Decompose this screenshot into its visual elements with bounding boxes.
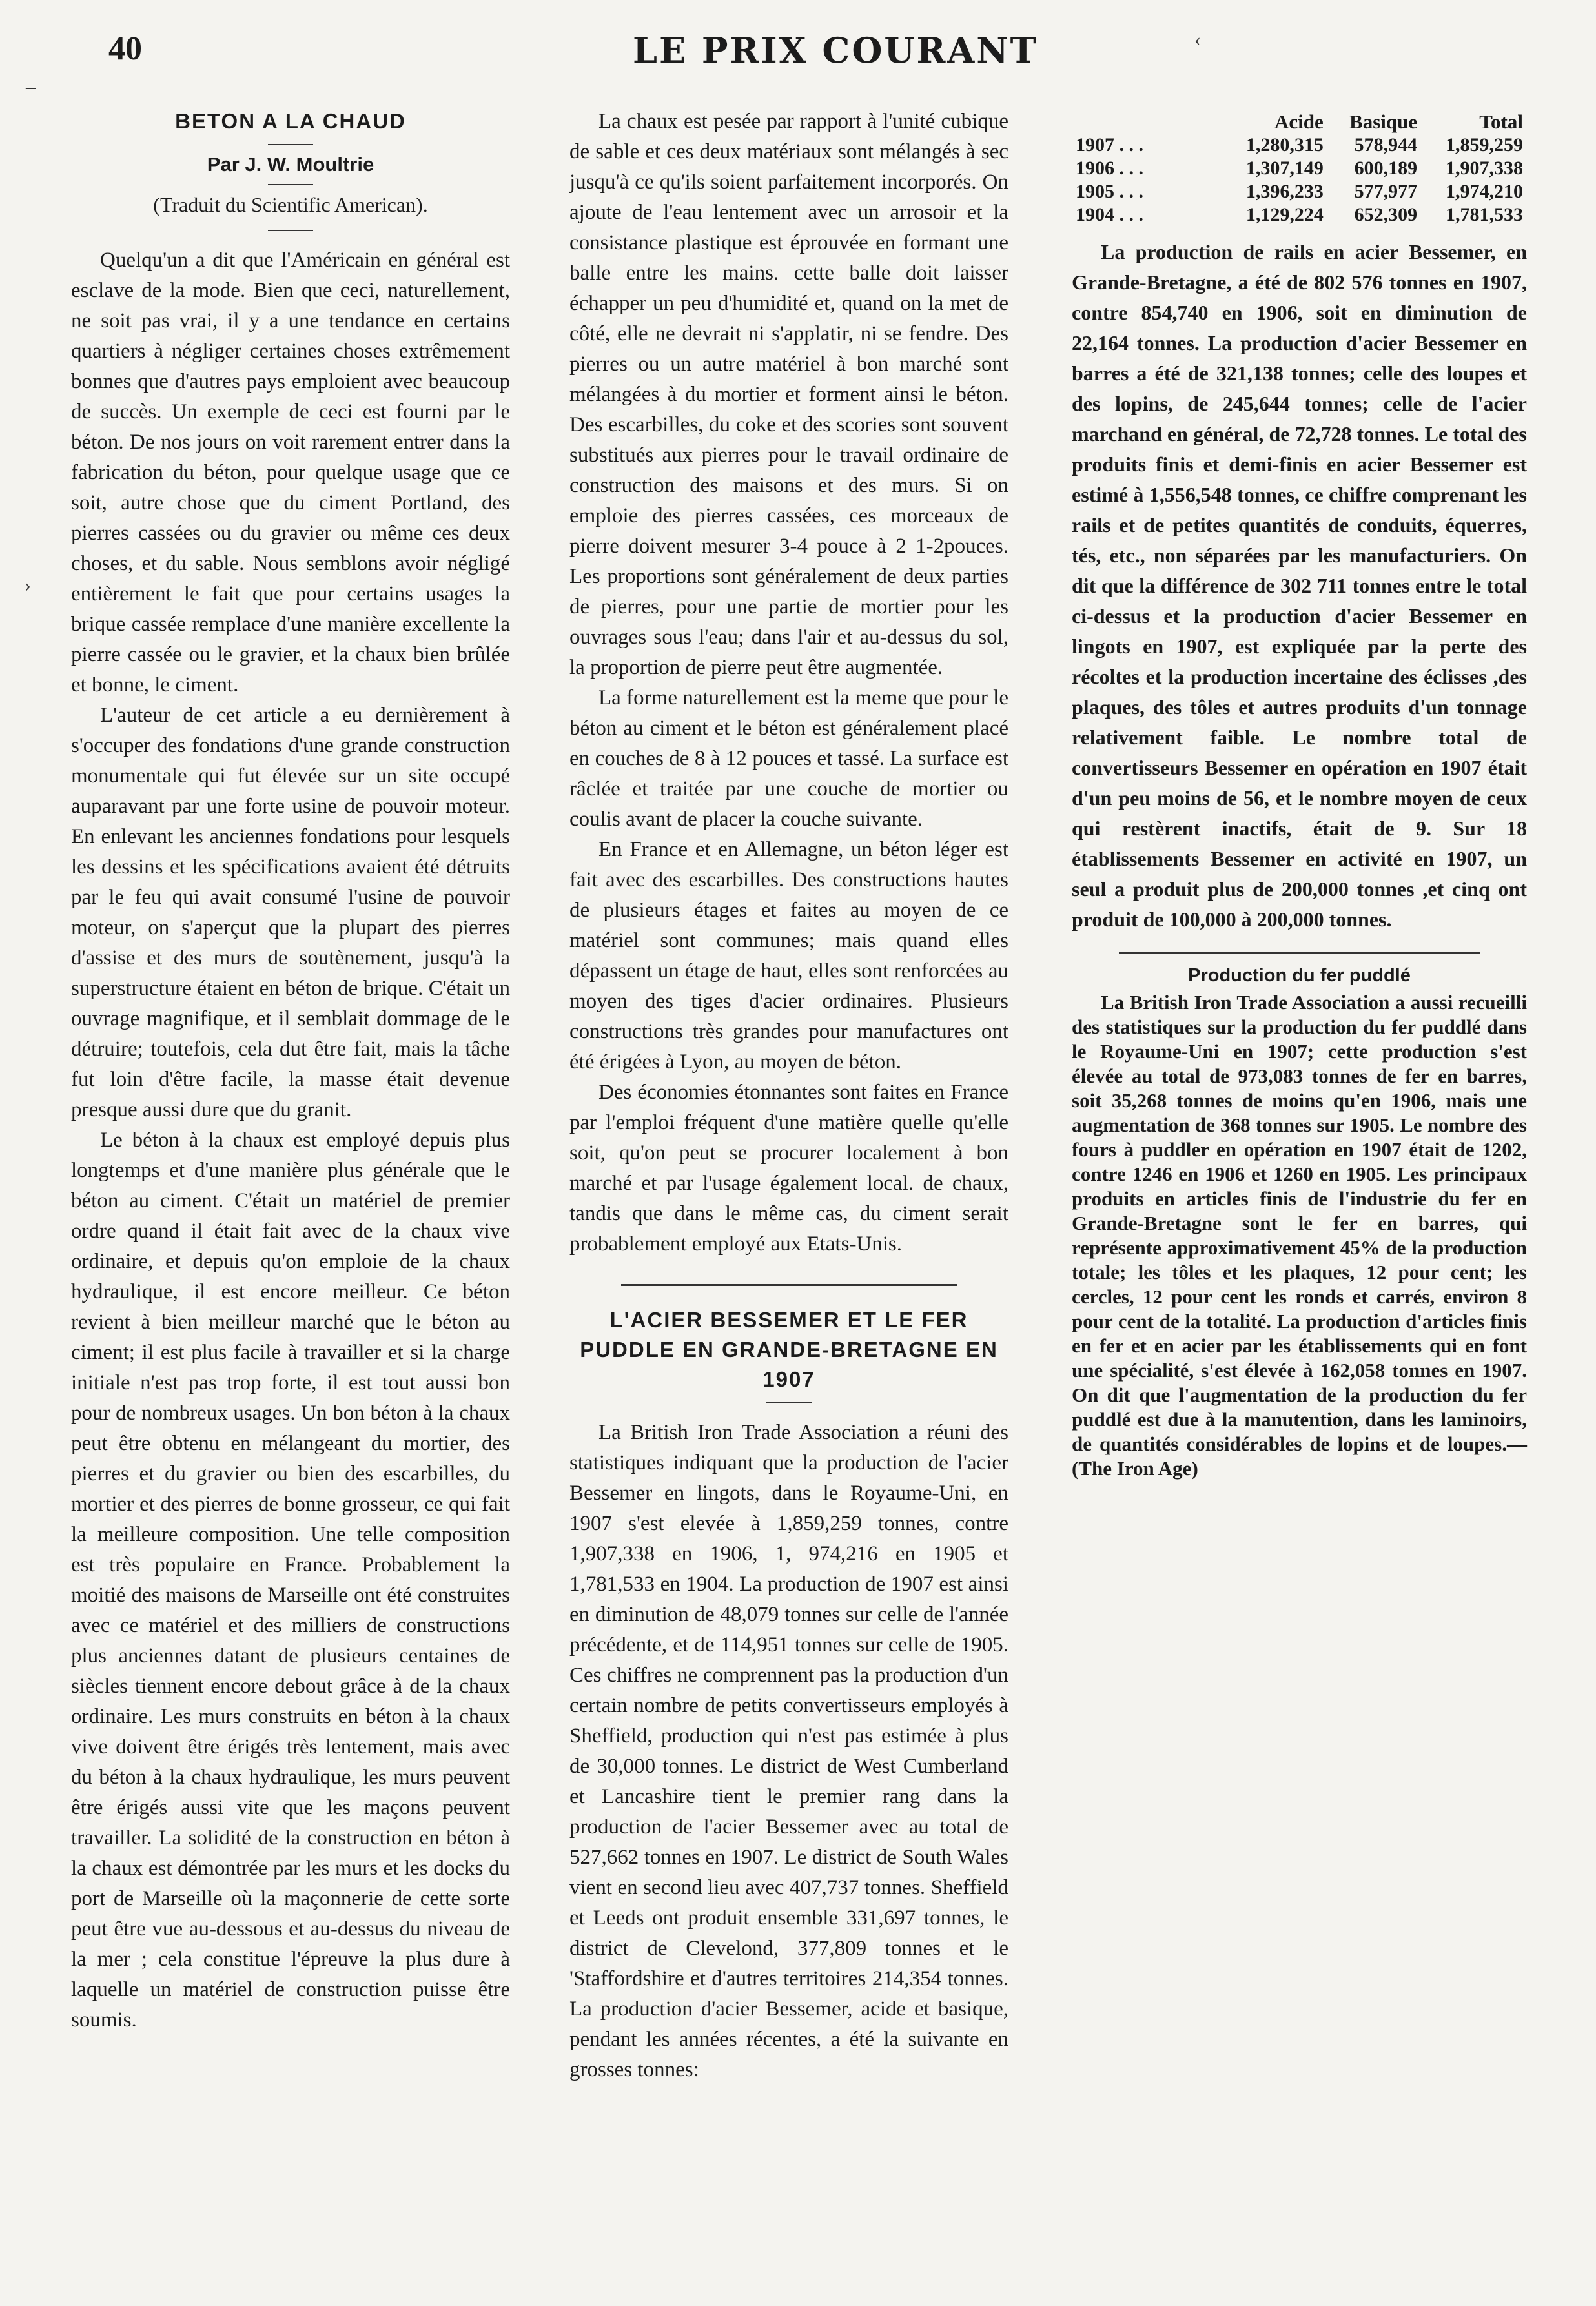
table-cell-acide: 1,396,233 — [1245, 181, 1324, 202]
table-header-row — [1072, 110, 1527, 134]
table-cell-year: 1904 . . . — [1076, 204, 1143, 225]
source-note: (Traduit du Scientific American). — [153, 193, 428, 216]
divider — [268, 184, 313, 185]
paragraph: La chaux est pesée par rapport à l'unité cubique de sable et ces deux matériaux sont mélangés à sec jusqu'à ce qu'ils soient parfaitement incorporés. On ajoute de l'eau lentement avec un arrosoir et la consistance plastique est éprouvée en formant une balle entre les mains. cette balle doit laisser échapper un peu d'humidité et, quand on la met de côté, elle ne devrait ni s'applatir, ni se fendre. Des pierres ou un autre matériel à bon marché sont mélangées à du mortier et forment ainsi le béton. Des escarbilles, du coke et des scories sont souvent substitués aux pierres pour le travail ordinaire de construction des maisons et des murs. Si on emploie des pierres cassées, ces morceaux de pierre doivent mesurer 3-4 pouce à 2 1-2pouces. Les proportions sont généralement de deux parties de pierres, pour une partie de mortier pour les ouvrages sous l'eau; dans l'air et au-dessus du sol, la proportion de pierre peut être augmentée. — [569, 110, 1008, 679]
table-header: Acide — [1274, 110, 1324, 133]
subsection-title: Production du fer puddlé — [1188, 965, 1411, 986]
paragraph: La forme naturellement est la meme que pour le béton au ciment et le béton est généralement placé en couches de 8 à 12 pouces et tassé. La surface est râclée et traitée par une couche de mortier ou coulis avant de placer la couche suivante. — [569, 686, 1008, 831]
table-cell-total: 1,781,533 — [1446, 204, 1523, 225]
table-cell-total: 1,974,210 — [1446, 181, 1523, 202]
page-number: 40 — [108, 30, 142, 67]
table-cell-year: 1906 . . . — [1076, 158, 1143, 179]
byline: Par J. W. Moultrie — [207, 153, 374, 176]
table-cell-total: 1,907,338 — [1446, 158, 1523, 179]
article-title: L'ACIER BESSEMER ET LE FER PUDDLE EN GRANDE-BRETAGNE EN 1907 — [580, 1308, 998, 1391]
paragraph: L'auteur de cet article a eu dernièrement à s'occuper des fondations d'une grande construction monumentale qui fut élevée sur un site occupé auparavant par une forte usine de pouvoir moteur. En enlevant les anciennes fondations pour lesquels les dessins et les spécifications avaient été détruits par le feu qui avait consumé l'usine de pouvoir moteur, on s'aperçut que la plupart des pierres d'assise et des murs de soutènement, jusqu'à la superstructure étaient en béton de brique. C'était un ouvrage magnifique, et il semblait dommage de le détruire; toutefois, cela dut être fait, mais la tâche fut loin d'être facile, la masse était devenue presque aussi dure que du granit. — [71, 704, 510, 1121]
table-cell-basique: 578,944 — [1354, 134, 1418, 156]
margin-mark: – — [26, 76, 36, 97]
table-cell-year: 1907 . . . — [1076, 134, 1143, 156]
journal-title: LE PRIX COURANT — [633, 30, 1038, 71]
table-cell-acide: 1,280,315 — [1245, 134, 1324, 156]
table-row — [1072, 157, 1527, 180]
table-cell-basique: 600,189 — [1354, 158, 1418, 179]
table-header — [1072, 110, 1222, 134]
table-row — [1072, 180, 1527, 203]
paragraph: Le béton à la chaux est employé depuis plus longtemps et d'une manière plus générale que le béton au ciment. C'était un matériel de premier ordre quand il était fait avec de la chaux vive ordinaire, et depuis qu'on emploie de la chaux hydraulique, il est encore meilleur. Ce béton revient à bien meilleur marché que le béton au ciment; il est plus facile à travailler et si la charge initiale n'est pas trop forte, il est tout aussi bon pour de nombreux usages. Un bon béton à la chaux peut être obtenu en mélangeant du mortier, des pierres et du gravier ou bien des escarbilles, du mortier et des pierres de bonne grosseur, ce qui fait la meilleure composition. Une telle composition est très populaire en France. Probablement la moitié des maisons de Marseille ont été construites avec ce matériel et des milliers de constructions plus anciennes datant de plusieurs centaines de siècles tiennent encore debout grâce à de la chaux ordinaire. Les murs construits en béton à la chaux vive doivent être érigés très lentement, mais avec du béton à la chaux hydraulique, les murs peuvent être érigés aussi vite que les maçons peuvent travailler. La solidité de la construction en béton à la chaux est démontrée par les murs et les docks du port de Marseille où la maçonnerie de cette sorte peut être vue au-dessous et au-dessus du niveau de la mer ; cela constitue l'épreuve la plus dure à laquelle un matériel de construction puisse être soumis. — [71, 1128, 510, 2032]
paragraph: La production de rails en acier Bessemer, en Grande-Bretagne, a été de 802 576 tonnes en 1907, contre 854,740 en 1906, soit en diminution de 22,164 tonnes. La production d'acier Bessemer en barres a été de 321,138 tonnes; celle des loupes et des lopins, de 245,644 tonnes; celle de l'acier marchand en général, de 72,728 tonnes. Le total des produits finis et demi-finis en acier Bessemer est estimé à 1,556,548 tonnes, ce chiffre comprenant les rails et de petites quantités de conduits, équerres, tés, etc., non séparées par les manufacturiers. On dit que la différence de 302 711 tonnes entre le total ci-dessus et la production d'acier Bessemer en lingots en 1907, est expliquée par la perte des récoltes et la production incertaine des éclisses ,des plaques, des tôles et autres produits d'un tonnage relativement faible. Le nombre total de convertisseurs Bessemer en opération en 1907 était d'un peu moins de 56, et le nombre moyen de ceux qui restèrent inactifs, était de 9. Sur 18 établissements Bessemer en activité en 1907, un seul a produit plus de 200,000 tonnes ,et cinq ont produit de 100,000 à 200,000 tonnes. — [1072, 240, 1527, 931]
production-table — [1072, 110, 1527, 227]
paragraph: Quelqu'un a dit que l'Américain en général est esclave de la mode. Bien que ceci, naturellement, ne soit pas vrai, il y a une tendance en certains quartiers à négliger certaines choses extrêmement bonnes que d'autres pays emploient avec beaucoup de succès. Un exemple de ceci est fourni par le béton. De nos jours on voit rarement entrer dans la fabrication du béton, pour quelque usage que ce soit, autre chose que du ciment Portland, des pierres cassées ou du gravier ou même ces deux choses, et du sable. Nous semblons avoir négligé entièrement le fait que pour certains usages la brique cassée remplace d'une manière excellente la pierre cassée ou le gravier, et la chaux bien brûlée et bonne, le ciment. — [71, 249, 510, 697]
column-3 — [1072, 107, 1527, 1481]
column-1 — [71, 107, 510, 2036]
table-cell-acide: 1,307,149 — [1245, 158, 1324, 179]
column-2 — [569, 107, 1008, 2085]
divider — [621, 1284, 957, 1286]
table-header: Total — [1479, 110, 1523, 133]
margin-mark: › — [25, 575, 31, 596]
paragraph: Des économies étonnantes sont faites en France par l'emploi fréquent d'une matière quelle qu'elle soit, qu'on peut se procurer localement à bon marché et par l'usage également local. de chaux, tandis que dans le même cas, du ciment serait probablement employé aux Etats-Unis. — [569, 1081, 1008, 1256]
divider — [766, 1402, 812, 1403]
paragraph: La British Iron Trade Association a réuni des statistiques indiquant que la production de l'acier Bessemer en lingots, dans le Royaume-Uni, en 1907 s'est elevée à 1,859,259 tonnes, contre 1,907,338 en 1906, 1, 974,216 en 1905 et 1,781,533 en 1904. La production de 1907 est ainsi en diminution de 48,079 tonnes sur celle de l'année précédente, et de 114,951 tonnes sur celle de 1905. Ces chiffres ne comprennent pas la production d'un certain nombre de petits convertisseurs employés à Sheffield, production qui n'est pas estimée à plus de 30,000 tonnes. Le district de West Cumberland et Lancashire tient le premier rang dans la production de l'acier Bessemer avec au total de 527,662 tonnes en 1907. Le district de South Wales vient en second lieu avec 407,737 tonnes. Sheffield et Leeds ont produit ensemble 331,697 tonnes, le district de Clevelond, 377,809 tonnes et le 'Staffordshire et d'autres territoires 214,354 tonnes. La production d'acier Bessemer, acide et basique, pendant les années récentes, a été la suivante en grosses tonnes: — [569, 1421, 1008, 2081]
paragraph: La British Iron Trade Association a aussi recueilli des statistiques sur la production du fer puddlé dans le Royaume-Uni en 1907; cette production s'est élevée au total de 973,083 tonnes de fer en barres, soit 35,268 tonnes de moins qu'en 1906, mais une augmentation de 368 tonnes sur 1905. Le nombre des fours à puddler en opération en 1907 était de 1202, contre 1246 en 1906 et 1260 en 1905. Les principaux produits en articles finis de l'industrie du fer en Grande-Bretagne sont le fer en barres, qui représente approximativement 45% de la production totale; les tôles et les plaques, 12 pour cent; les cercles, 12 pour cent les ronds et carrés, environ 8 pour cent de la totalité. La production d'articles finis en fer et en acier par les établissements qui en font une spécialité, s'est élevée à 162,058 tonnes en 1907. On dit que l'augmentation de la production du fer puddlé est due à la manutention, dans les laminoirs, de quantités considérables de lopins et de loupes.—(The Iron Age) — [1072, 991, 1527, 1480]
divider — [268, 144, 313, 145]
divider — [1119, 952, 1480, 954]
table-cell-year: 1905 . . . — [1076, 181, 1143, 202]
article-title: BETON A LA CHAUD — [175, 109, 406, 133]
table-cell-acide: 1,129,224 — [1245, 204, 1324, 225]
paragraph: En France et en Allemagne, un béton léger est fait avec des escarbilles. Des constructions hautes de plusieurs étages et faites au moyen de ce matériel sont communes; mais quand elles dépassent un étage de haut, elles sont renforcées au moyen des tiges d'acier ordinaires. Plusieurs constructions très grandes pour manufactures ont été érigées à Lyon, au moyen de béton. — [569, 838, 1008, 1074]
divider — [268, 230, 313, 231]
table-cell-basique: 577,977 — [1354, 181, 1418, 202]
table-row — [1072, 203, 1527, 227]
page-header — [0, 0, 1596, 84]
table-cell-basique: 652,309 — [1354, 204, 1418, 225]
table-header: Basique — [1349, 110, 1418, 133]
table-row — [1072, 134, 1527, 157]
margin-mark: ‹ — [1194, 29, 1201, 50]
table-cell-total: 1,859,259 — [1446, 134, 1523, 156]
